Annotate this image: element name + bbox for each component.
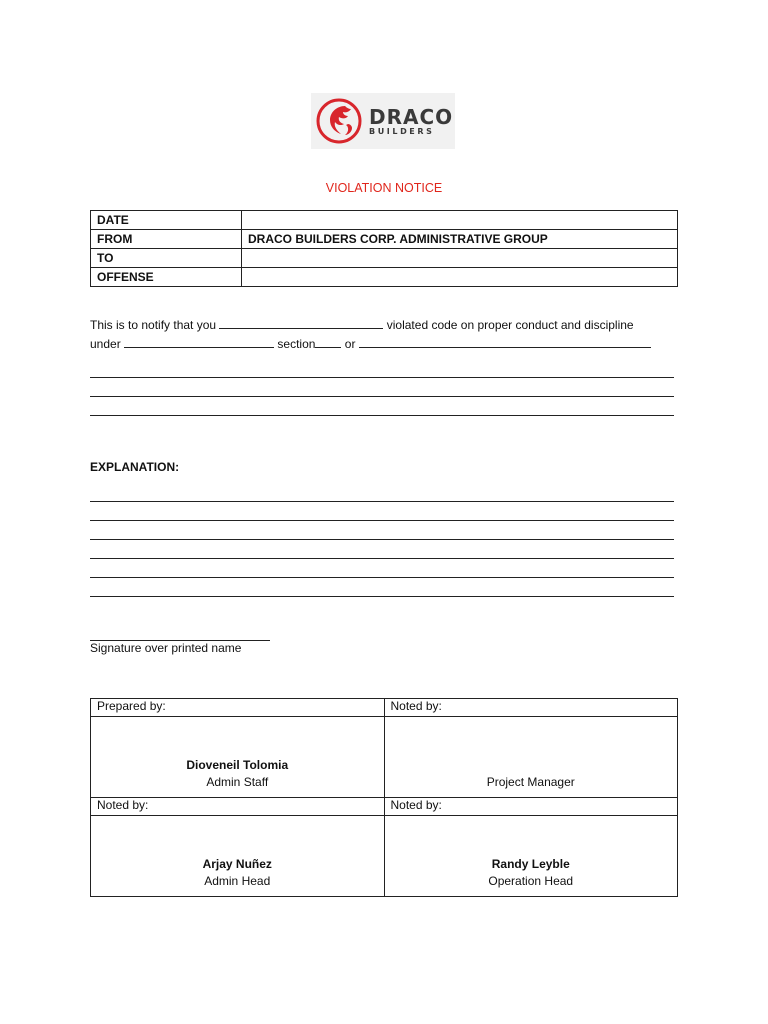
notice-info-table <box>90 210 678 287</box>
to-field[interactable] <box>242 249 678 268</box>
offense-field[interactable] <box>242 268 678 287</box>
info-label: OFFENSE <box>91 268 242 287</box>
logo-main-text: DRACO <box>369 104 454 129</box>
employee-name-blank[interactable] <box>219 317 383 329</box>
section-blank[interactable] <box>315 336 341 348</box>
explanation-line[interactable] <box>90 520 674 521</box>
notice-text: section <box>277 337 316 351</box>
noted-by-header: Noted by: <box>384 699 678 717</box>
info-row-date <box>91 211 678 230</box>
info-row-to <box>91 249 678 268</box>
notice-text: violated code on proper conduct and discipline <box>386 318 634 332</box>
info-label: DATE <box>91 211 242 230</box>
logo-sub-text: BUILDERS <box>369 126 435 136</box>
code-blank[interactable] <box>124 336 274 348</box>
company-logo <box>311 93 455 149</box>
prepared-by-header: Prepared by: <box>91 699 385 717</box>
signature-label: Signature over printed name <box>90 641 242 655</box>
info-row-offense <box>91 268 678 287</box>
info-row-from <box>91 230 678 249</box>
notice-text: or <box>344 337 356 351</box>
signatory-role: Project Manager <box>486 775 575 789</box>
signatory-role: Admin Staff <box>206 775 269 789</box>
explanation-line[interactable] <box>90 501 674 502</box>
signatory-cell[interactable] <box>91 717 385 798</box>
notice-text: This is to notify that you <box>90 318 217 332</box>
info-label: FROM <box>91 230 242 249</box>
signatory-role: Admin Head <box>204 874 271 888</box>
details-line[interactable] <box>90 377 674 378</box>
info-label: TO <box>91 249 242 268</box>
notice-text: under <box>90 337 121 351</box>
details-line[interactable] <box>90 415 674 416</box>
signatory-name: Arjay Nuñez <box>202 857 272 871</box>
signatory-role: Operation Head <box>488 874 574 888</box>
explanation-line[interactable] <box>90 596 674 597</box>
noted-by-header: Noted by: <box>91 798 385 816</box>
notice-sentence-1 <box>90 317 690 332</box>
signatory-cell[interactable] <box>91 816 385 897</box>
noted-by-header: Noted by: <box>384 798 678 816</box>
signatory-cell[interactable] <box>384 816 678 897</box>
explanation-line[interactable] <box>90 539 674 540</box>
from-field[interactable]: DRACO BUILDERS CORP. ADMINISTRATIVE GROUP <box>242 230 678 249</box>
date-field[interactable] <box>242 211 678 230</box>
explanation-line[interactable] <box>90 558 674 559</box>
signatory-cell[interactable] <box>384 717 678 798</box>
other-blank[interactable] <box>359 336 651 348</box>
signatory-name: Randy Leyble <box>491 857 570 871</box>
notice-sentence-2 <box>90 336 690 351</box>
signatory-name: Dioveneil Tolomia <box>186 758 289 772</box>
approval-table <box>90 698 678 897</box>
details-line[interactable] <box>90 396 674 397</box>
explanation-heading: EXPLANATION: <box>90 460 180 474</box>
explanation-line[interactable] <box>90 577 674 578</box>
page-title: VIOLATION NOTICE <box>325 181 443 195</box>
dragon-icon <box>315 97 363 145</box>
